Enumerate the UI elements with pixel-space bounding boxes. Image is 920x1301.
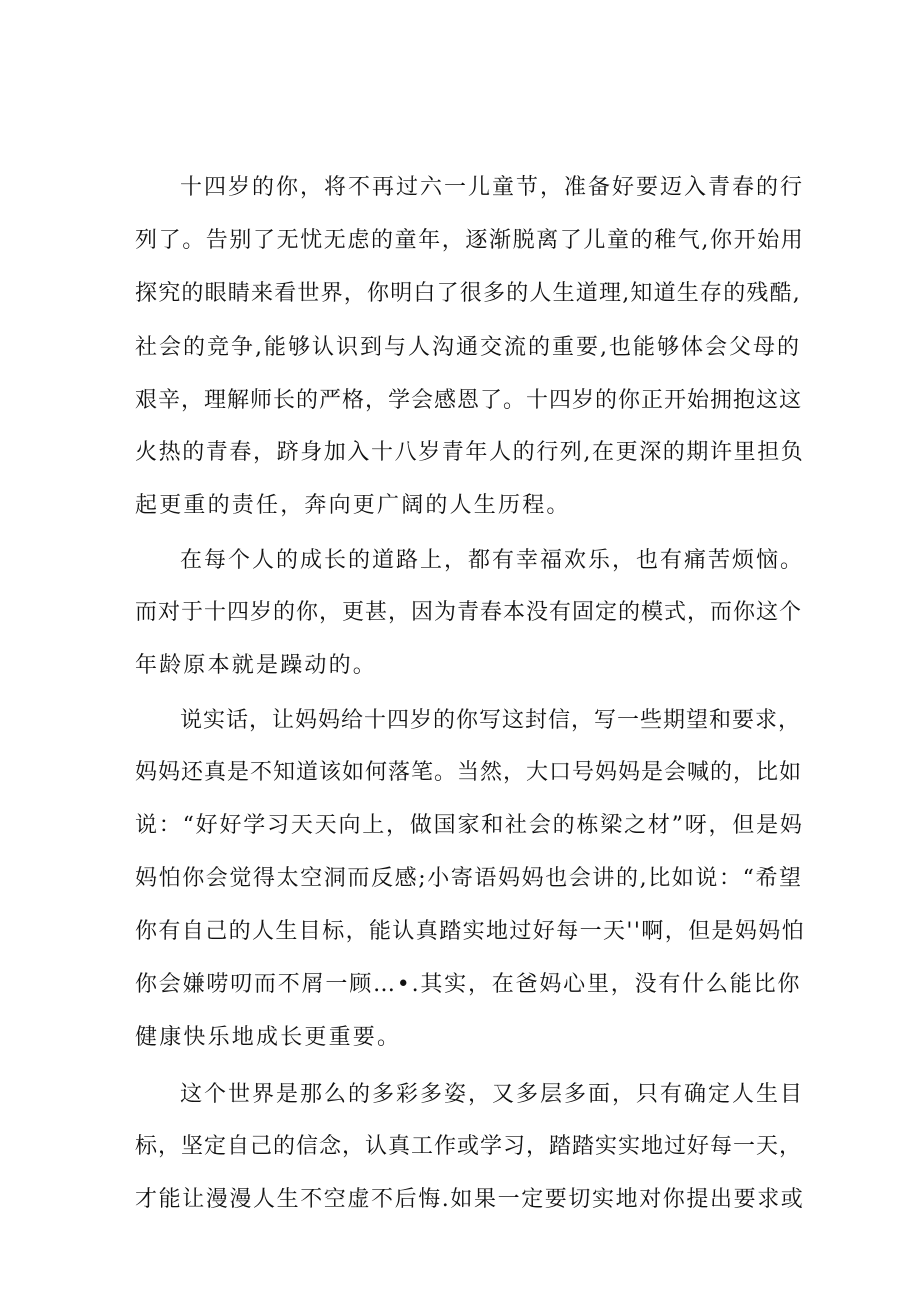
paragraph-line: 艰辛，理解师长的严格，学会感恩了。十四岁的你正开始拥抱这这 xyxy=(135,388,803,413)
paragraph-line: 在每个人的成长的道路上，都有幸福欢乐，也有痛苦烦恼。 xyxy=(180,548,805,573)
paragraph-line: 你有自己的人生目标，能认真踏实地过好每一天''啊，但是妈妈怕 xyxy=(135,919,806,944)
paragraph-line: 社会的竞争,能够认识到与人沟通交流的重要,也能够体会父母的 xyxy=(135,335,801,360)
paragraph-line: 这个世界是那么的多彩多姿，又多层多面，只有确定人生目 xyxy=(180,1082,805,1107)
paragraph-line: 才能让漫漫人生不空虚不后悔.如果一定要切实地对你提出要求或 xyxy=(135,1187,805,1212)
paragraph-line: 起更重的责任，奔向更广阔的人生历程。 xyxy=(135,493,571,518)
paragraph-line: 你会嫌唠叨而不屑一顾…•.其实，在爸妈心里，没有什么能比你 xyxy=(135,972,802,997)
paragraph-line: 标，坚定自己的信念，认真工作或学习，踏踏实实地过好每一天， xyxy=(135,1134,803,1159)
paragraph-line: 而对于十四岁的你，更甚，因为青春本没有固定的模式，而你这个 xyxy=(135,600,803,625)
paragraph-line: 说实话，让妈妈给十四岁的你写这封信，写一些期望和要求， xyxy=(180,708,802,733)
paragraph-line: 火热的青春，跻身加入十八岁青年人的行列,在更深的期许里担负 xyxy=(135,440,805,465)
paragraph-line: 年龄原本就是躁动的。 xyxy=(135,653,378,678)
paragraph-line: 探究的眼睛来看世界，你明白了很多的人生道理,知道生存的残酷, xyxy=(135,281,801,306)
paragraph-line: 说：“好好学习天天向上，做国家和社会的栋梁之材”呀，但是妈 xyxy=(135,813,804,838)
paragraph-line: 妈妈还真是不知道该如何落笔。当然，大口号妈妈是会喊的，比如 xyxy=(135,760,803,785)
paragraph-line: 十四岁的你，将不再过六一儿童节，准备好要迈入青春的行 xyxy=(180,175,805,200)
paragraph-line: 妈怕你会觉得太空洞而反感;小寄语妈妈也会讲的,比如说：“希望 xyxy=(135,866,803,891)
paragraph-line: 列了。告别了无忧无虑的童年，逐渐脱离了儿童的稚气,你开始用 xyxy=(135,228,805,253)
paragraph-line: 健康快乐地成长更重要。 xyxy=(135,1025,402,1050)
